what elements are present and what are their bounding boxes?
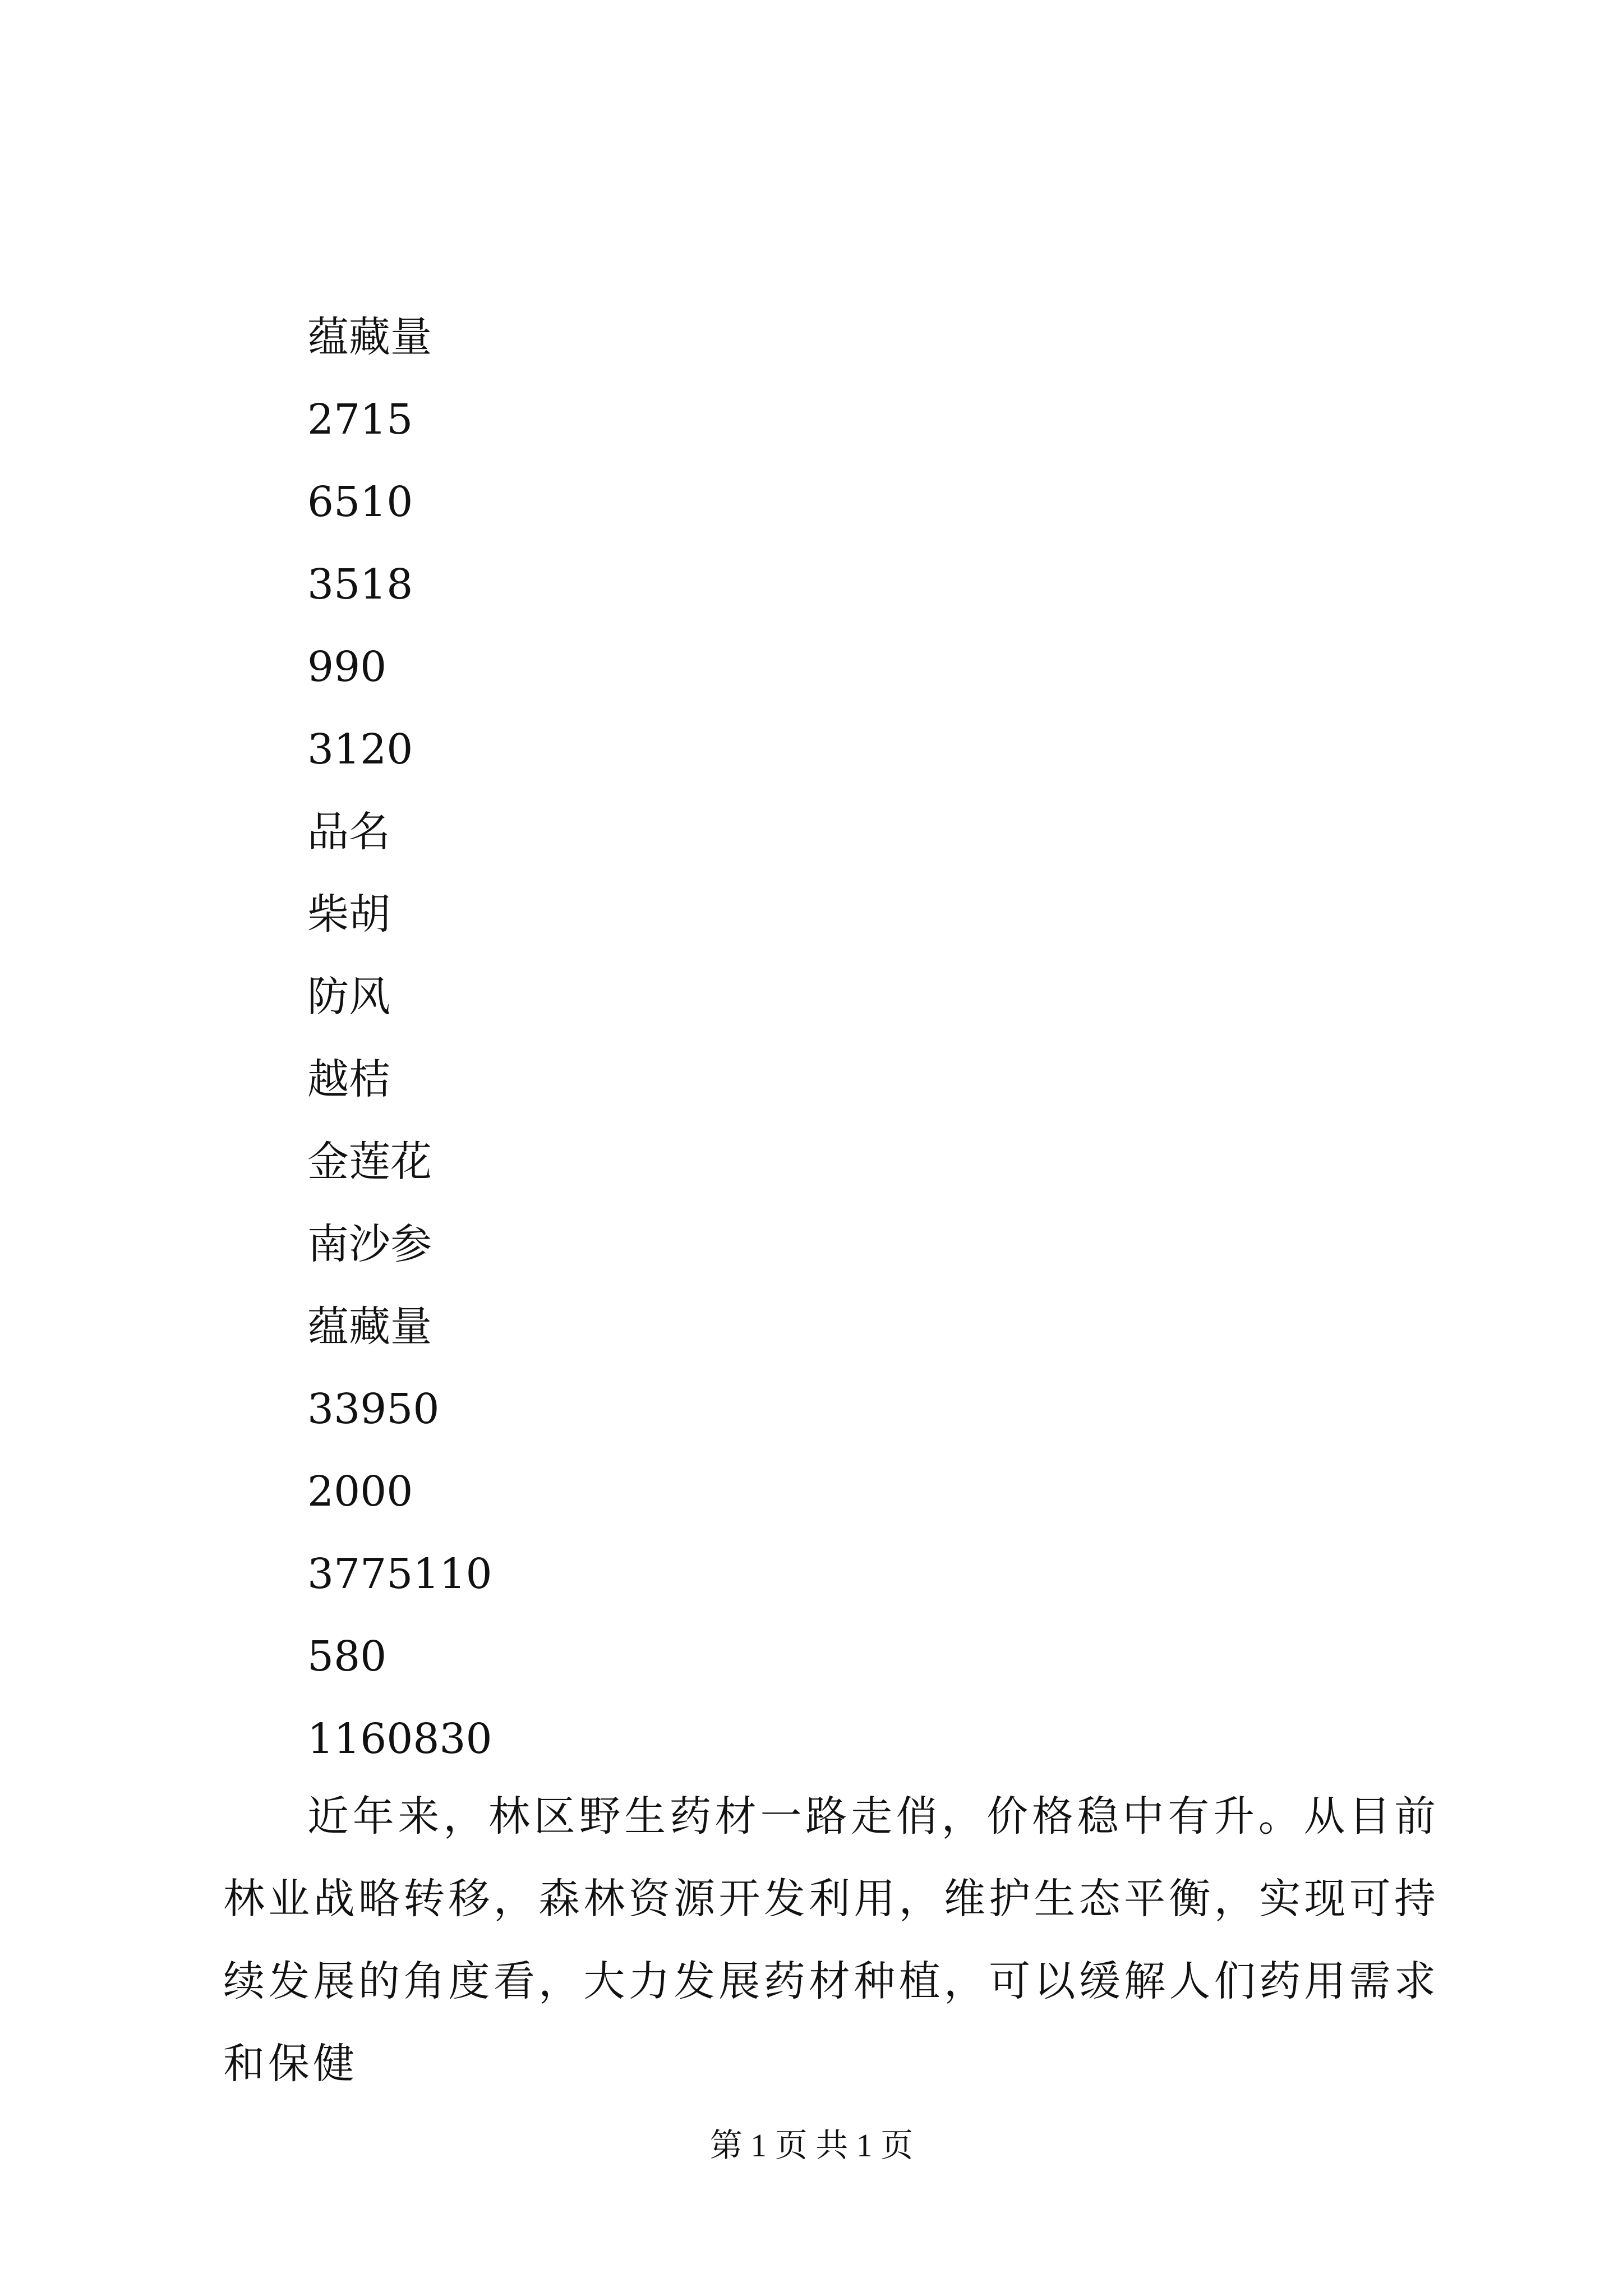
text-line: 33950 [307,1385,440,1433]
text-line: 蕴藏量 [307,313,432,361]
text-line: 580 [307,1632,387,1681]
text-line: 蕴藏量 [307,1303,432,1351]
text-line: 2000 [307,1467,413,1516]
text-line: 金莲花 [307,1138,432,1186]
text-line: 990 [307,643,387,691]
text-line: 柴胡 [307,890,390,938]
text-line: 3775110 [307,1550,492,1598]
text-line: 3518 [307,560,413,609]
text-line: 防风 [307,973,390,1021]
text-line: 品名 [307,808,390,856]
text-line: 越桔 [307,1055,390,1103]
text-line: 1160830 [307,1715,492,1763]
page-footer: 第 1 页 共 1 页 [709,2127,914,2164]
text-line: 南沙参 [307,1220,432,1268]
text-line: 3120 [307,725,413,774]
text-lines-list [307,306,492,1790]
body-paragraph: 近年来，林区野生药材一路走俏，价格稳中有升。从目前林业战略转移，森林资源开发利用，维护生态平衡，实现可持续发展的角度看，大力发展药材种植，可以缓解人们药用需求和保健 [223,1792,1439,2088]
text-line: 6510 [307,478,413,526]
text-line: 2715 [307,395,413,444]
